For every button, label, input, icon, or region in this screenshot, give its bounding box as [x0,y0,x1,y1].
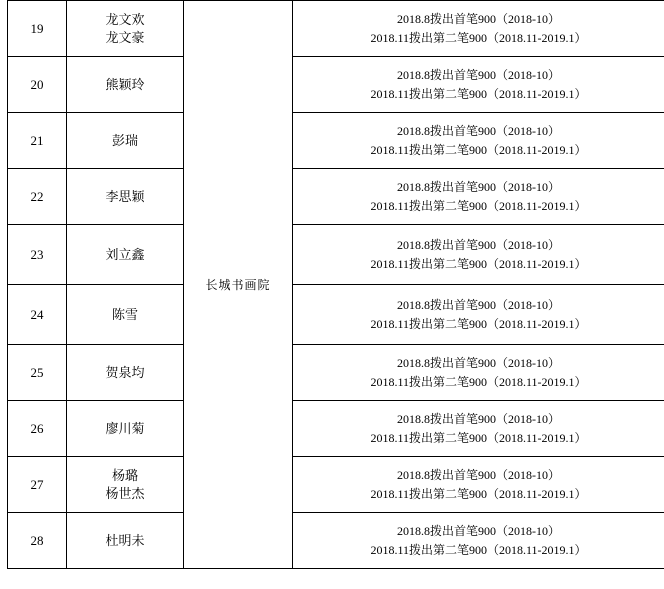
name-line: 杜明未 [105,532,145,548]
detail-line: 2018.11拨出第二笔900（2018.11-2019.1） [370,198,587,213]
row-detail-cell [293,401,664,457]
table-row [8,225,664,285]
detail-line-group [293,236,664,273]
table-row [8,113,664,169]
name-line: 刘立鑫 [105,246,145,262]
detail-line-group [293,354,664,391]
detail-line-group [293,522,664,559]
table-row [8,285,664,345]
row-index-cell: 24 [8,285,67,345]
detail-line: 2018.8拨出首笔900（2018-10） [397,179,560,194]
row-detail-cell [293,113,664,169]
row-name-cell [67,401,184,457]
row-index-cell: 25 [8,345,67,401]
name-line-group [67,188,183,206]
row-detail-cell [293,457,664,513]
row-detail-cell [293,513,664,569]
name-line-group [67,76,183,94]
row-name-cell [67,169,184,225]
detail-line-group [293,178,664,215]
detail-line-group [293,66,664,103]
detail-line: 2018.11拨出第二笔900（2018.11-2019.1） [370,430,587,445]
name-line-group [67,532,183,550]
detail-line: 2018.11拨出第二笔900（2018.11-2019.1） [370,142,587,157]
name-line: 廖川菊 [105,420,145,436]
detail-line: 2018.8拨出首笔900（2018-10） [397,411,560,426]
row-index-cell: 27 [8,457,67,513]
name-line: 杨璐 [111,467,138,483]
table-row [8,169,664,225]
row-index-cell: 23 [8,225,67,285]
name-line-group [67,467,183,502]
table-row [8,457,664,513]
row-name-cell [67,285,184,345]
name-line: 陈雪 [111,306,138,322]
organization-cell: 长城书画院 [184,1,293,569]
name-line-group [67,306,183,324]
detail-line: 2018.8拨出首笔900（2018-10） [397,123,560,138]
name-line: 杨世杰 [105,485,145,501]
row-index-cell: 28 [8,513,67,569]
table-row [8,513,664,569]
detail-line: 2018.11拨出第二笔900（2018.11-2019.1） [370,30,587,45]
table-row [8,345,664,401]
table-row [8,1,664,57]
detail-line-group [293,296,664,333]
funding-records-table [7,0,664,569]
row-name-cell [67,513,184,569]
name-line: 龙文欢 [105,11,145,27]
row-index-cell: 21 [8,113,67,169]
detail-line: 2018.11拨出第二笔900（2018.11-2019.1） [370,486,587,501]
name-line: 李思颖 [105,188,145,204]
detail-line: 2018.11拨出第二笔900（2018.11-2019.1） [370,256,587,271]
detail-line: 2018.11拨出第二笔900（2018.11-2019.1） [370,316,587,331]
table-row [8,401,664,457]
row-detail-cell [293,285,664,345]
row-detail-cell [293,225,664,285]
detail-line-group [293,466,664,503]
row-detail-cell [293,345,664,401]
detail-line: 2018.11拨出第二笔900（2018.11-2019.1） [370,86,587,101]
detail-line-group [293,410,664,447]
detail-line-group [293,122,664,159]
name-line-group [67,420,183,438]
row-index-cell: 26 [8,401,67,457]
name-line-group [67,364,183,382]
name-line: 贺泉均 [105,364,145,380]
name-line: 龙文豪 [105,29,145,45]
detail-line-group [293,10,664,47]
detail-line: 2018.8拨出首笔900（2018-10） [397,237,560,252]
name-line-group [67,11,183,46]
detail-line: 2018.8拨出首笔900（2018-10） [397,11,560,26]
row-detail-cell [293,57,664,113]
row-name-cell [67,345,184,401]
row-name-cell [67,225,184,285]
name-line-group [67,246,183,264]
detail-line: 2018.11拨出第二笔900（2018.11-2019.1） [370,542,587,557]
row-detail-cell [293,1,664,57]
name-line-group [67,132,183,150]
name-line: 熊颖玲 [105,76,145,92]
row-name-cell [67,57,184,113]
table-body [8,1,664,569]
row-name-cell [67,113,184,169]
row-name-cell [67,457,184,513]
row-name-cell [67,1,184,57]
detail-line: 2018.8拨出首笔900（2018-10） [397,467,560,482]
row-index-cell: 20 [8,57,67,113]
row-index-cell: 22 [8,169,67,225]
detail-line: 2018.8拨出首笔900（2018-10） [397,355,560,370]
table-row [8,57,664,113]
row-detail-cell [293,169,664,225]
detail-line: 2018.11拨出第二笔900（2018.11-2019.1） [370,374,587,389]
name-line: 彭瑞 [111,132,138,148]
detail-line: 2018.8拨出首笔900（2018-10） [397,67,560,82]
detail-line: 2018.8拨出首笔900（2018-10） [397,297,560,312]
detail-line: 2018.8拨出首笔900（2018-10） [397,523,560,538]
row-index-cell: 19 [8,1,67,57]
